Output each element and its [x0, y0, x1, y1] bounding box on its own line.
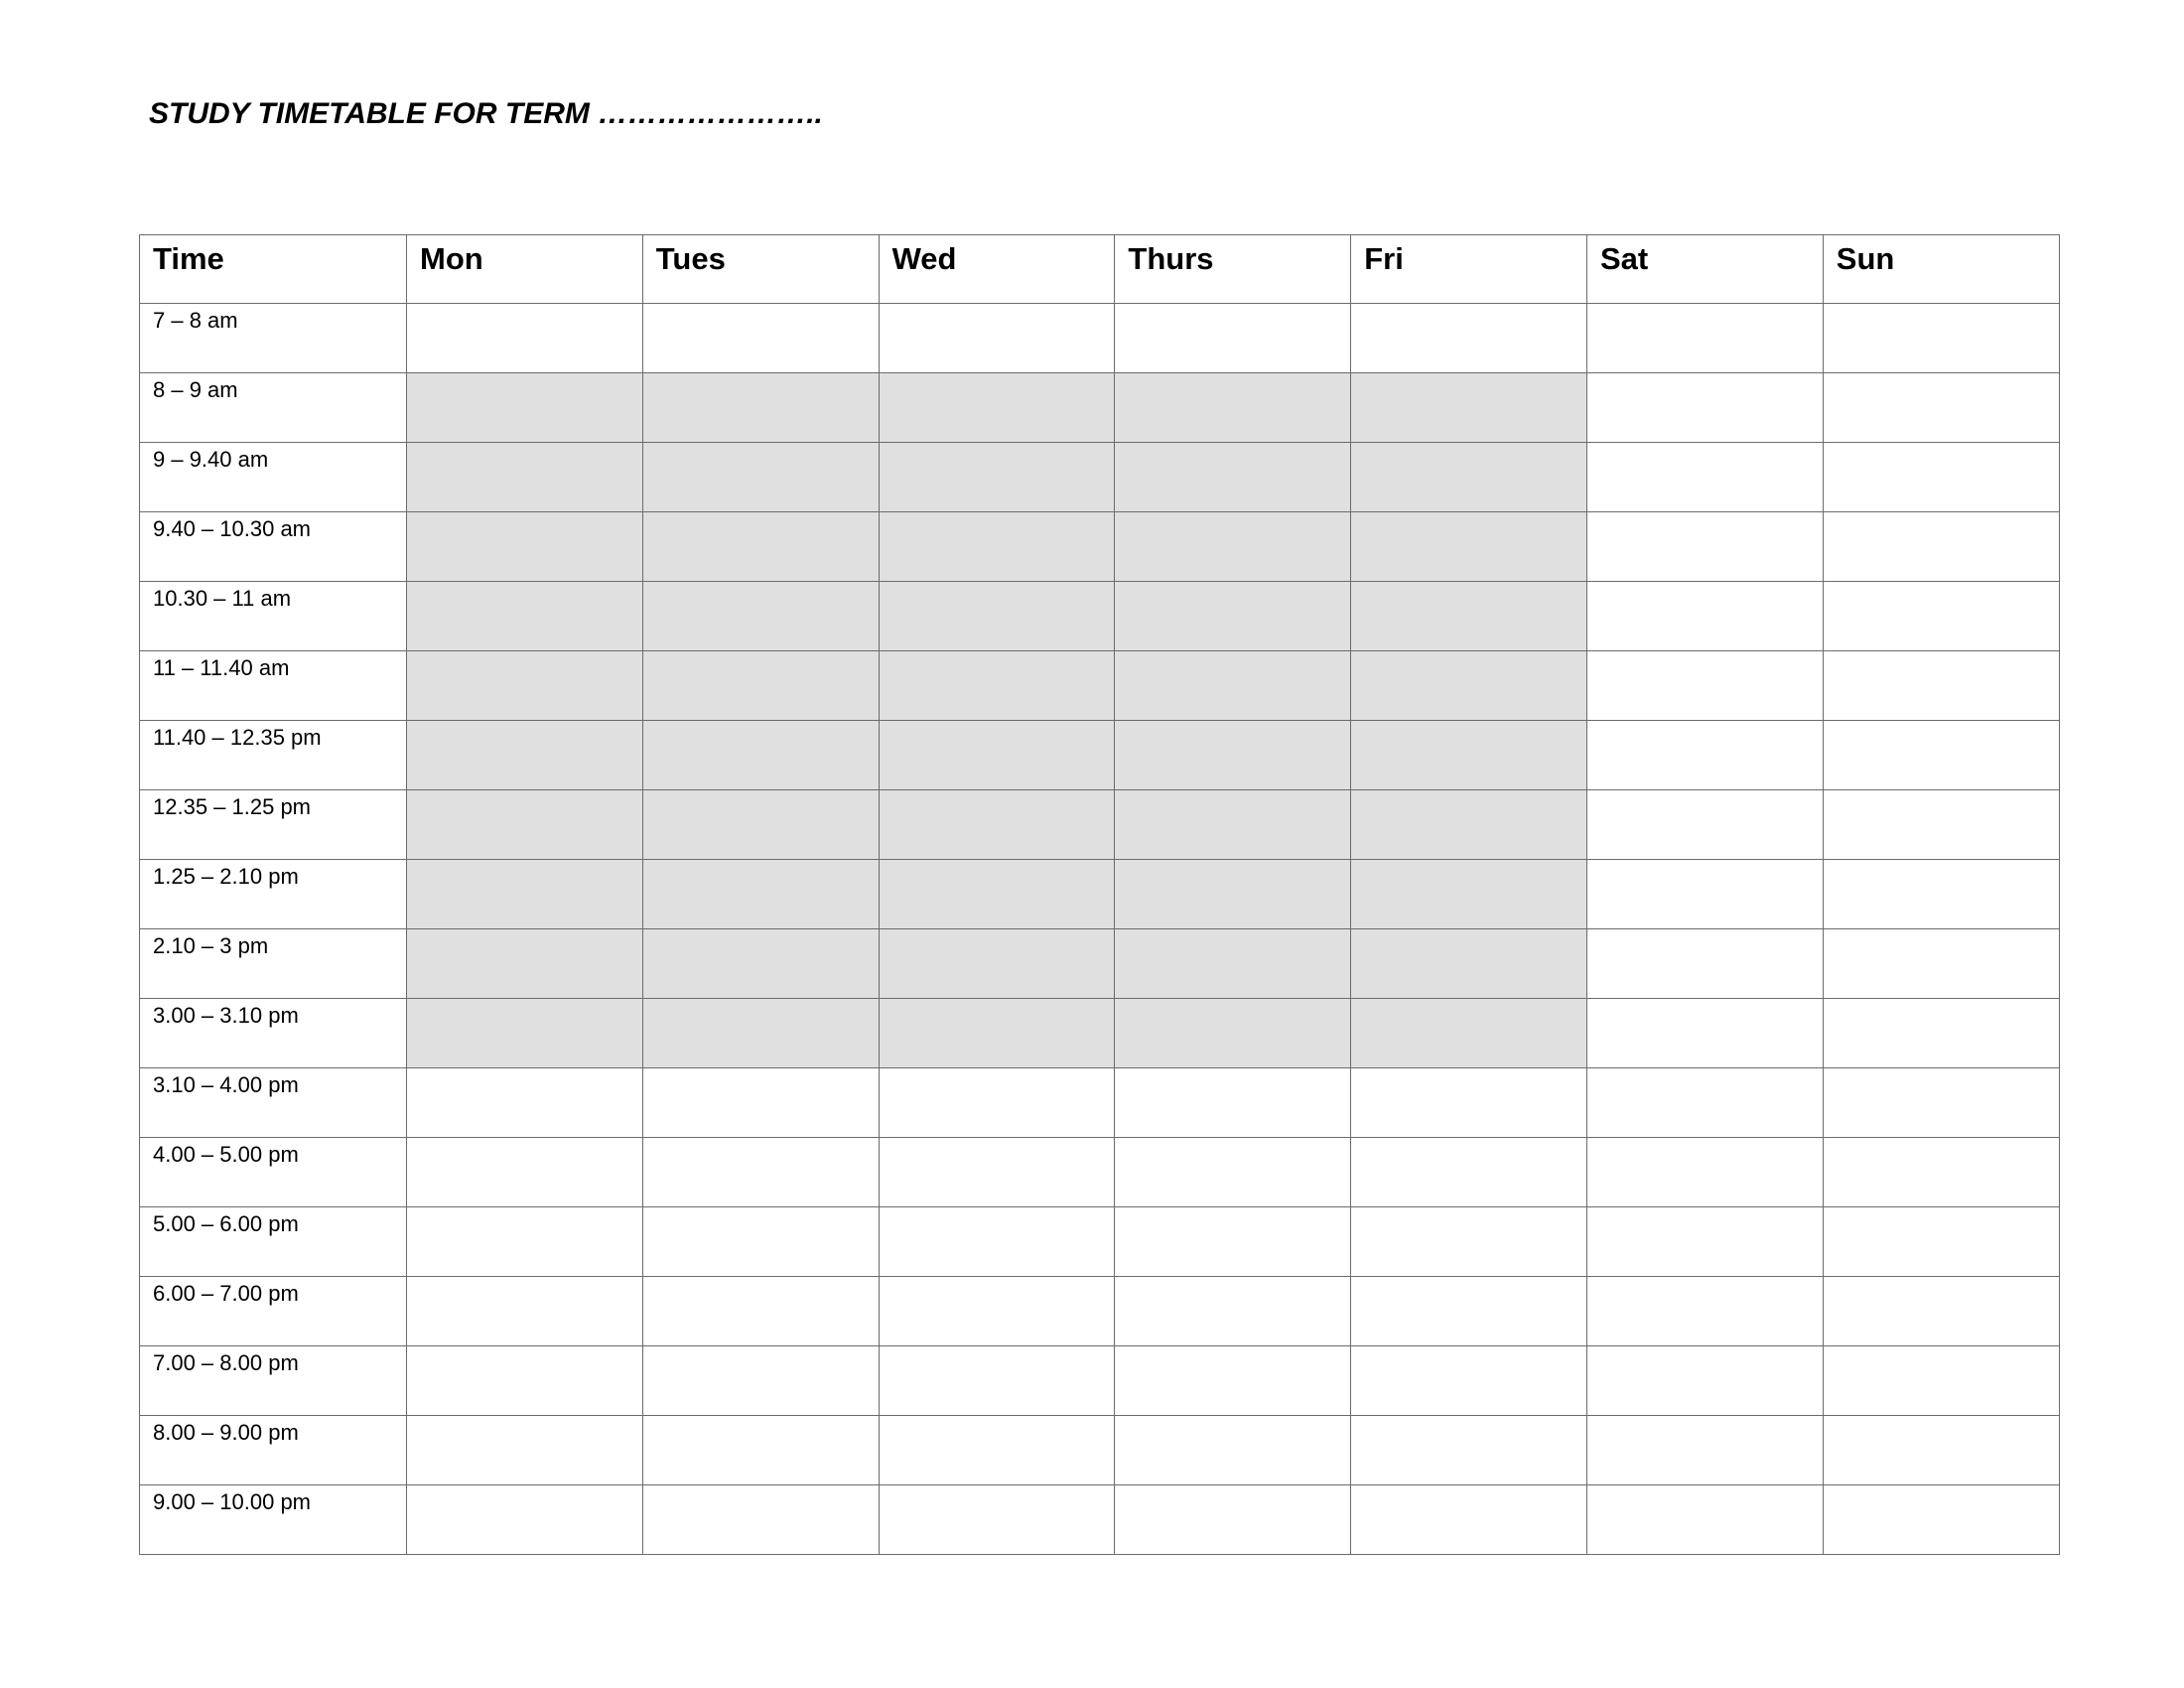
table-row	[140, 790, 2060, 860]
slot-cell-sun[interactable]	[1823, 651, 2059, 721]
slot-cell-fri[interactable]	[1351, 443, 1587, 512]
slot-cell-wed[interactable]	[879, 790, 1115, 860]
table-row	[140, 304, 2060, 373]
slot-cell-thurs[interactable]	[1115, 1277, 1351, 1346]
slot-cell-tues[interactable]	[642, 721, 879, 790]
slot-cell-thurs[interactable]	[1115, 929, 1351, 999]
slot-cell-tues[interactable]	[642, 999, 879, 1068]
column-header-sat: Sat	[1586, 235, 1823, 304]
time-slot-label: 11 – 11.40 am	[140, 651, 407, 721]
table-row	[140, 929, 2060, 999]
table-row	[140, 443, 2060, 512]
slot-cell-wed[interactable]	[879, 373, 1115, 443]
slot-cell-sun[interactable]	[1823, 1346, 2059, 1416]
slot-cell-tues[interactable]	[642, 1068, 879, 1138]
slot-cell-thurs[interactable]	[1115, 1138, 1351, 1207]
slot-cell-thurs[interactable]	[1115, 1416, 1351, 1485]
slot-cell-sun[interactable]	[1823, 1138, 2059, 1207]
slot-cell-mon[interactable]	[407, 1207, 643, 1277]
table-row	[140, 1416, 2060, 1485]
slot-cell-fri[interactable]	[1351, 373, 1587, 443]
slot-cell-thurs[interactable]	[1115, 582, 1351, 651]
slot-cell-wed[interactable]	[879, 1138, 1115, 1207]
slot-cell-sun[interactable]	[1823, 304, 2059, 373]
slot-cell-sat[interactable]	[1586, 929, 1823, 999]
slot-cell-sat[interactable]	[1586, 1416, 1823, 1485]
slot-cell-tues[interactable]	[642, 1416, 879, 1485]
slot-cell-wed[interactable]	[879, 999, 1115, 1068]
slot-cell-mon[interactable]	[407, 582, 643, 651]
slot-cell-sat[interactable]	[1586, 373, 1823, 443]
slot-cell-fri[interactable]	[1351, 1068, 1587, 1138]
table-row	[140, 582, 2060, 651]
slot-cell-sun[interactable]	[1823, 1207, 2059, 1277]
table-row	[140, 1485, 2060, 1555]
slot-cell-sun[interactable]	[1823, 999, 2059, 1068]
slot-cell-thurs[interactable]	[1115, 999, 1351, 1068]
slot-cell-sun[interactable]	[1823, 1485, 2059, 1555]
table-row	[140, 860, 2060, 929]
time-slot-label: 9.40 – 10.30 am	[140, 512, 407, 582]
page-title: STUDY TIMETABLE FOR TERM …………………..	[149, 97, 823, 130]
study-timetable	[139, 234, 2060, 1555]
slot-cell-sat[interactable]	[1586, 1207, 1823, 1277]
time-slot-label: 3.10 – 4.00 pm	[140, 1068, 407, 1138]
header-row	[140, 235, 2060, 304]
table-row	[140, 721, 2060, 790]
slot-cell-thurs[interactable]	[1115, 1346, 1351, 1416]
slot-cell-tues[interactable]	[642, 1485, 879, 1555]
slot-cell-fri[interactable]	[1351, 1277, 1587, 1346]
table-row	[140, 1207, 2060, 1277]
slot-cell-sun[interactable]	[1823, 860, 2059, 929]
slot-cell-mon[interactable]	[407, 1277, 643, 1346]
slot-cell-fri[interactable]	[1351, 1207, 1587, 1277]
slot-cell-mon[interactable]	[407, 1416, 643, 1485]
slot-cell-mon[interactable]	[407, 860, 643, 929]
slot-cell-wed[interactable]	[879, 1207, 1115, 1277]
table-row	[140, 999, 2060, 1068]
slot-cell-thurs[interactable]	[1115, 443, 1351, 512]
time-slot-label: 2.10 – 3 pm	[140, 929, 407, 999]
slot-cell-sat[interactable]	[1586, 1068, 1823, 1138]
column-header-tues: Tues	[642, 235, 879, 304]
slot-cell-fri[interactable]	[1351, 1416, 1587, 1485]
slot-cell-wed[interactable]	[879, 651, 1115, 721]
slot-cell-sat[interactable]	[1586, 1485, 1823, 1555]
table-row	[140, 1346, 2060, 1416]
column-header-wed: Wed	[879, 235, 1115, 304]
slot-cell-tues[interactable]	[642, 929, 879, 999]
time-slot-label: 8.00 – 9.00 pm	[140, 1416, 407, 1485]
slot-cell-tues[interactable]	[642, 582, 879, 651]
time-slot-label: 1.25 – 2.10 pm	[140, 860, 407, 929]
slot-cell-wed[interactable]	[879, 304, 1115, 373]
slot-cell-mon[interactable]	[407, 373, 643, 443]
slot-cell-thurs[interactable]	[1115, 860, 1351, 929]
slot-cell-wed[interactable]	[879, 1485, 1115, 1555]
slot-cell-thurs[interactable]	[1115, 651, 1351, 721]
slot-cell-fri[interactable]	[1351, 860, 1587, 929]
time-slot-label: 9 – 9.40 am	[140, 443, 407, 512]
slot-cell-wed[interactable]	[879, 721, 1115, 790]
slot-cell-tues[interactable]	[642, 651, 879, 721]
slot-cell-mon[interactable]	[407, 304, 643, 373]
slot-cell-wed[interactable]	[879, 1277, 1115, 1346]
time-slot-label: 4.00 – 5.00 pm	[140, 1138, 407, 1207]
slot-cell-sun[interactable]	[1823, 721, 2059, 790]
time-slot-label: 8 – 9 am	[140, 373, 407, 443]
time-slot-label: 10.30 – 11 am	[140, 582, 407, 651]
column-header-mon: Mon	[407, 235, 643, 304]
table-row	[140, 1277, 2060, 1346]
slot-cell-fri[interactable]	[1351, 651, 1587, 721]
slot-cell-fri[interactable]	[1351, 929, 1587, 999]
slot-cell-mon[interactable]	[407, 1485, 643, 1555]
slot-cell-thurs[interactable]	[1115, 1485, 1351, 1555]
slot-cell-tues[interactable]	[642, 860, 879, 929]
slot-cell-mon[interactable]	[407, 929, 643, 999]
slot-cell-thurs[interactable]	[1115, 721, 1351, 790]
slot-cell-thurs[interactable]	[1115, 790, 1351, 860]
slot-cell-mon[interactable]	[407, 512, 643, 582]
slot-cell-fri[interactable]	[1351, 1346, 1587, 1416]
slot-cell-mon[interactable]	[407, 443, 643, 512]
slot-cell-thurs[interactable]	[1115, 1207, 1351, 1277]
table-row	[140, 651, 2060, 721]
time-slot-label: 5.00 – 6.00 pm	[140, 1207, 407, 1277]
slot-cell-tues[interactable]	[642, 790, 879, 860]
slot-cell-sun[interactable]	[1823, 582, 2059, 651]
slot-cell-tues[interactable]	[642, 1207, 879, 1277]
table-row	[140, 1068, 2060, 1138]
column-header-sun: Sun	[1823, 235, 2059, 304]
slot-cell-sat[interactable]	[1586, 512, 1823, 582]
slot-cell-sun[interactable]	[1823, 443, 2059, 512]
slot-cell-fri[interactable]	[1351, 304, 1587, 373]
column-header-thurs: Thurs	[1115, 235, 1351, 304]
slot-cell-thurs[interactable]	[1115, 373, 1351, 443]
slot-cell-wed[interactable]	[879, 929, 1115, 999]
slot-cell-tues[interactable]	[642, 304, 879, 373]
slot-cell-tues[interactable]	[642, 1277, 879, 1346]
slot-cell-fri[interactable]	[1351, 1485, 1587, 1555]
slot-cell-sat[interactable]	[1586, 721, 1823, 790]
slot-cell-fri[interactable]	[1351, 999, 1587, 1068]
slot-cell-mon[interactable]	[407, 999, 643, 1068]
slot-cell-sat[interactable]	[1586, 790, 1823, 860]
slot-cell-mon[interactable]	[407, 1346, 643, 1416]
slot-cell-fri[interactable]	[1351, 512, 1587, 582]
time-slot-label: 3.00 – 3.10 pm	[140, 999, 407, 1068]
time-slot-label: 9.00 – 10.00 pm	[140, 1485, 407, 1555]
slot-cell-tues[interactable]	[642, 512, 879, 582]
table-row	[140, 512, 2060, 582]
slot-cell-wed[interactable]	[879, 1346, 1115, 1416]
time-slot-label: 12.35 – 1.25 pm	[140, 790, 407, 860]
slot-cell-mon[interactable]	[407, 790, 643, 860]
slot-cell-mon[interactable]	[407, 721, 643, 790]
slot-cell-sat[interactable]	[1586, 304, 1823, 373]
time-slot-label: 6.00 – 7.00 pm	[140, 1277, 407, 1346]
slot-cell-wed[interactable]	[879, 443, 1115, 512]
slot-cell-fri[interactable]	[1351, 721, 1587, 790]
slot-cell-sun[interactable]	[1823, 790, 2059, 860]
column-header-time: Time	[140, 235, 407, 304]
slot-cell-thurs[interactable]	[1115, 304, 1351, 373]
slot-cell-sat[interactable]	[1586, 999, 1823, 1068]
column-header-fri: Fri	[1351, 235, 1587, 304]
slot-cell-sun[interactable]	[1823, 373, 2059, 443]
slot-cell-thurs[interactable]	[1115, 1068, 1351, 1138]
table-row	[140, 1138, 2060, 1207]
table-row	[140, 373, 2060, 443]
slot-cell-tues[interactable]	[642, 443, 879, 512]
slot-cell-mon[interactable]	[407, 1068, 643, 1138]
slot-cell-fri[interactable]	[1351, 1138, 1587, 1207]
slot-cell-sun[interactable]	[1823, 512, 2059, 582]
time-slot-label: 7 – 8 am	[140, 304, 407, 373]
slot-cell-mon[interactable]	[407, 651, 643, 721]
slot-cell-wed[interactable]	[879, 582, 1115, 651]
slot-cell-fri[interactable]	[1351, 582, 1587, 651]
slot-cell-tues[interactable]	[642, 1346, 879, 1416]
slot-cell-sat[interactable]	[1586, 1277, 1823, 1346]
slot-cell-wed[interactable]	[879, 1068, 1115, 1138]
slot-cell-tues[interactable]	[642, 373, 879, 443]
slot-cell-tues[interactable]	[642, 1138, 879, 1207]
slot-cell-sun[interactable]	[1823, 1068, 2059, 1138]
slot-cell-sat[interactable]	[1586, 1138, 1823, 1207]
slot-cell-wed[interactable]	[879, 512, 1115, 582]
slot-cell-mon[interactable]	[407, 1138, 643, 1207]
slot-cell-sun[interactable]	[1823, 1416, 2059, 1485]
slot-cell-sun[interactable]	[1823, 929, 2059, 999]
slot-cell-thurs[interactable]	[1115, 512, 1351, 582]
slot-cell-sat[interactable]	[1586, 1346, 1823, 1416]
slot-cell-wed[interactable]	[879, 860, 1115, 929]
time-slot-label: 7.00 – 8.00 pm	[140, 1346, 407, 1416]
timetable-body	[140, 304, 2060, 1555]
slot-cell-sat[interactable]	[1586, 651, 1823, 721]
slot-cell-wed[interactable]	[879, 1416, 1115, 1485]
time-slot-label: 11.40 – 12.35 pm	[140, 721, 407, 790]
slot-cell-sat[interactable]	[1586, 443, 1823, 512]
slot-cell-sat[interactable]	[1586, 860, 1823, 929]
slot-cell-sun[interactable]	[1823, 1277, 2059, 1346]
slot-cell-sat[interactable]	[1586, 582, 1823, 651]
slot-cell-fri[interactable]	[1351, 790, 1587, 860]
